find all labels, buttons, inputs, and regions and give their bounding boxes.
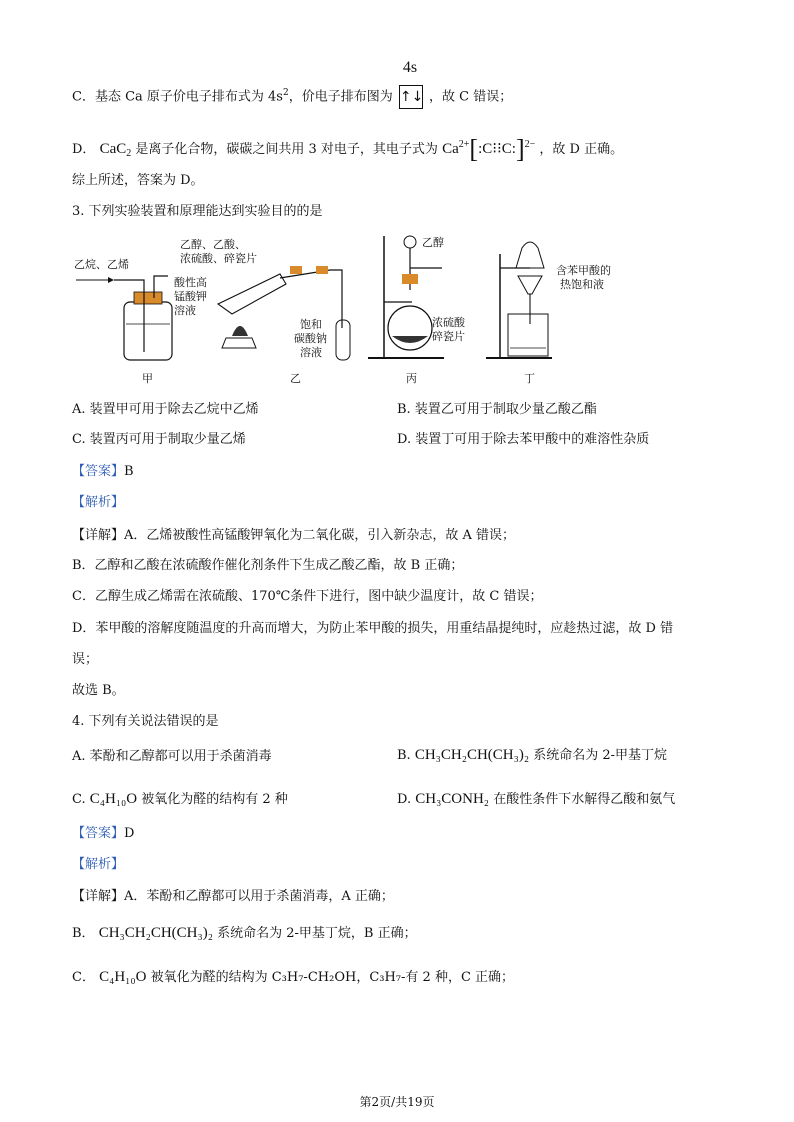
q3-answer-line	[72, 463, 134, 481]
q4-detail-b-text: 系统命名为 2-甲基丁烷，B 正确；	[217, 926, 417, 941]
ding-funnel	[518, 276, 542, 294]
yi-receiver-tube	[336, 320, 350, 360]
ding-label-2: 热饱和液	[560, 278, 604, 291]
q3-detail-d-2: 误；	[72, 652, 99, 667]
q4-detail-a-line	[72, 888, 394, 906]
q4-option-d	[397, 790, 675, 809]
yi-trap-label-1: 饱和	[300, 318, 322, 331]
q3-detail-tag: 【详解】	[72, 528, 125, 543]
q4-option-b	[397, 746, 667, 765]
orbital-box-arrows: ↑↓	[399, 85, 423, 109]
q4-option-a: A. 苯酚和乙醇都可以用于杀菌消毒	[72, 749, 272, 764]
q3-option-d: D. 装置丁可用于除去苯甲酸中的难溶性杂质	[397, 432, 650, 447]
q4-option-b-text: 系统命名为 2-甲基丁烷	[533, 748, 668, 763]
jia-solution-label-1: 酸性高	[174, 276, 207, 289]
q4-detail-c	[72, 968, 514, 987]
q4-answer: D	[124, 826, 135, 841]
q4-option-c-formula: C₄H₁₀O	[89, 791, 138, 807]
q4-option-b-formula: CH₃CH₂CH(CH₃)₂	[414, 747, 530, 763]
q2-c-text-a: C．基态 Ca 原子价电子排布式为 4s	[72, 89, 283, 105]
q3-conclusion: 故选 B。	[72, 683, 125, 698]
orbital-diagram	[399, 58, 424, 109]
q3-detail-b: B．乙醇和乙酸在浓硫酸作催化剂条件下生成乙酸乙酯，故 B 正确；	[72, 558, 464, 573]
q4-detail-c-formula: C₄H₁₀O	[99, 969, 147, 985]
yi-stopper-1	[290, 266, 302, 274]
yi-stopper-2	[316, 266, 328, 274]
ding-name: 丁	[524, 372, 535, 385]
q4-detail-b	[72, 924, 417, 943]
jia-name: 甲	[142, 372, 153, 385]
q4-analysis-tag: 【解析】	[72, 857, 125, 872]
q2-c-superscript: 2	[282, 88, 289, 98]
q4-detail-b-label: B．	[72, 926, 95, 941]
q3-detail-c: C．乙醇生成乙烯需在浓硫酸、170℃条件下进行，图中缺少温度计，故 C 错误；	[72, 589, 543, 604]
q3-answer-tag: 【答案】	[72, 464, 125, 479]
bing-flask	[388, 306, 432, 350]
yi-trap-label-2: 碳酸钠	[294, 332, 327, 345]
bing-top-label: 乙醇	[422, 236, 444, 249]
jia-gas-label: 乙烷、乙烯	[74, 258, 129, 271]
ding-beaker	[508, 314, 548, 356]
q2-option-d-line	[72, 133, 623, 166]
q3-option-b: B. 装置乙可用于制取少量乙酸乙酯	[397, 402, 597, 417]
yi-name: 乙	[290, 372, 301, 385]
jia-arrow-head	[108, 277, 114, 283]
q2-c-text-c: ，故 C 错误；	[429, 89, 513, 105]
jia-inlet-tube	[114, 280, 144, 352]
q2-summary: 综上所述，答案为 D。	[72, 173, 204, 188]
q4-option-d-text: 在酸性条件下水解得乙酸和氨气	[493, 792, 676, 807]
q4-detail-c-text: 被氧化为醛的结构为 C₃H₇-CH₂OH，C₃H₇-有 2 种，C 正确；	[150, 970, 515, 985]
q2-option-c-line	[72, 58, 513, 109]
q3-detail-a-line	[72, 527, 515, 545]
q2-c-text-b: ，价电子排布图为	[288, 89, 393, 105]
q2-d-text-a: 是离子化合物，碳碳之间共用 3 对电子，其电子式为	[135, 142, 438, 157]
q2-d-label: D．	[72, 142, 96, 157]
yi-reagent-label-2: 浓硫酸、碎瓷片	[180, 252, 257, 265]
q4-option-d-formula: CH₃CONH₂	[415, 791, 490, 807]
q4-option-b-label: B.	[397, 748, 411, 763]
yi-trap-label-3: 溶液	[300, 346, 322, 359]
q2-d-text-b: ，故 D 正确。	[539, 142, 624, 157]
q4-stem: 4. 下列有关说法错误的是	[72, 714, 219, 729]
q4-option-d-label: D.	[397, 792, 412, 807]
q4-detail-c-label: C．	[72, 970, 95, 985]
bing-flask-label-1: 浓硫酸	[432, 316, 465, 329]
bing-flask-label-2: 碎瓷片	[432, 330, 465, 343]
yi-trap-tube	[330, 270, 342, 328]
q4-option-c-text: 被氧化为醛的结构有 2 种	[141, 792, 288, 807]
yi-reagent-label-1: 乙醇、乙酸、	[180, 238, 246, 251]
yi-flame	[232, 326, 248, 336]
cac2-formula: CaC$_2$	[99, 141, 132, 159]
q3-answer: B	[124, 464, 134, 479]
q3-detail-d-1: D．苯甲酸的溶解度随温度的升高而增大，为防止苯甲酸的损失，用重结晶提纯时，应趁热过滤，故 D 错	[72, 621, 674, 636]
yi-lamp	[222, 338, 256, 348]
q4-detail-b-formula: CH₃CH₂CH(CH₃)₂	[98, 925, 213, 941]
ding-flask	[516, 242, 544, 268]
bing-funnel-top	[404, 236, 416, 248]
ding-label-1: 含苯甲酸的	[556, 264, 611, 277]
jia-stopper	[134, 292, 162, 304]
yi-test-tube	[218, 274, 286, 314]
q4-detail-a: A．苯酚和乙醇都可以用于杀菌消毒，A 正确；	[124, 889, 394, 904]
jia-solution-label-3: 溶液	[174, 304, 196, 317]
jia-solution-label-2: 锰酸钾	[174, 290, 207, 303]
q4-option-c-label: C.	[72, 792, 86, 807]
electron-formula: $Ca^{2+}[:C⁝⁝C:]^{2-}$	[442, 134, 536, 164]
q3-option-a: A. 装置甲可用于除去乙烷中乙烯	[72, 402, 259, 417]
q4-answer-tag: 【答案】	[72, 826, 125, 841]
bing-stopper	[402, 274, 418, 284]
orbital-label: 4s	[402, 58, 418, 76]
jia-bottle	[124, 302, 172, 360]
page-footer: 第2页/共19页	[359, 1095, 435, 1109]
q3-apparatus-figure	[72, 228, 712, 390]
q4-option-c	[72, 790, 288, 809]
bing-name: 丙	[406, 372, 417, 385]
q3-analysis-tag: 【解析】	[72, 495, 125, 510]
bing-liquid	[392, 336, 428, 343]
q3-detail-a: A．乙烯被酸性高锰酸钾氧化为二氧化碳，引入新杂志，故 A 错误；	[124, 528, 516, 543]
q3-option-c: C. 装置丙可用于制取少量乙烯	[72, 432, 246, 447]
q4-answer-line	[72, 825, 134, 843]
q4-detail-tag: 【详解】	[72, 889, 125, 904]
q3-stem: 3. 下列实验装置和原理能达到实验目的的是	[72, 204, 323, 219]
